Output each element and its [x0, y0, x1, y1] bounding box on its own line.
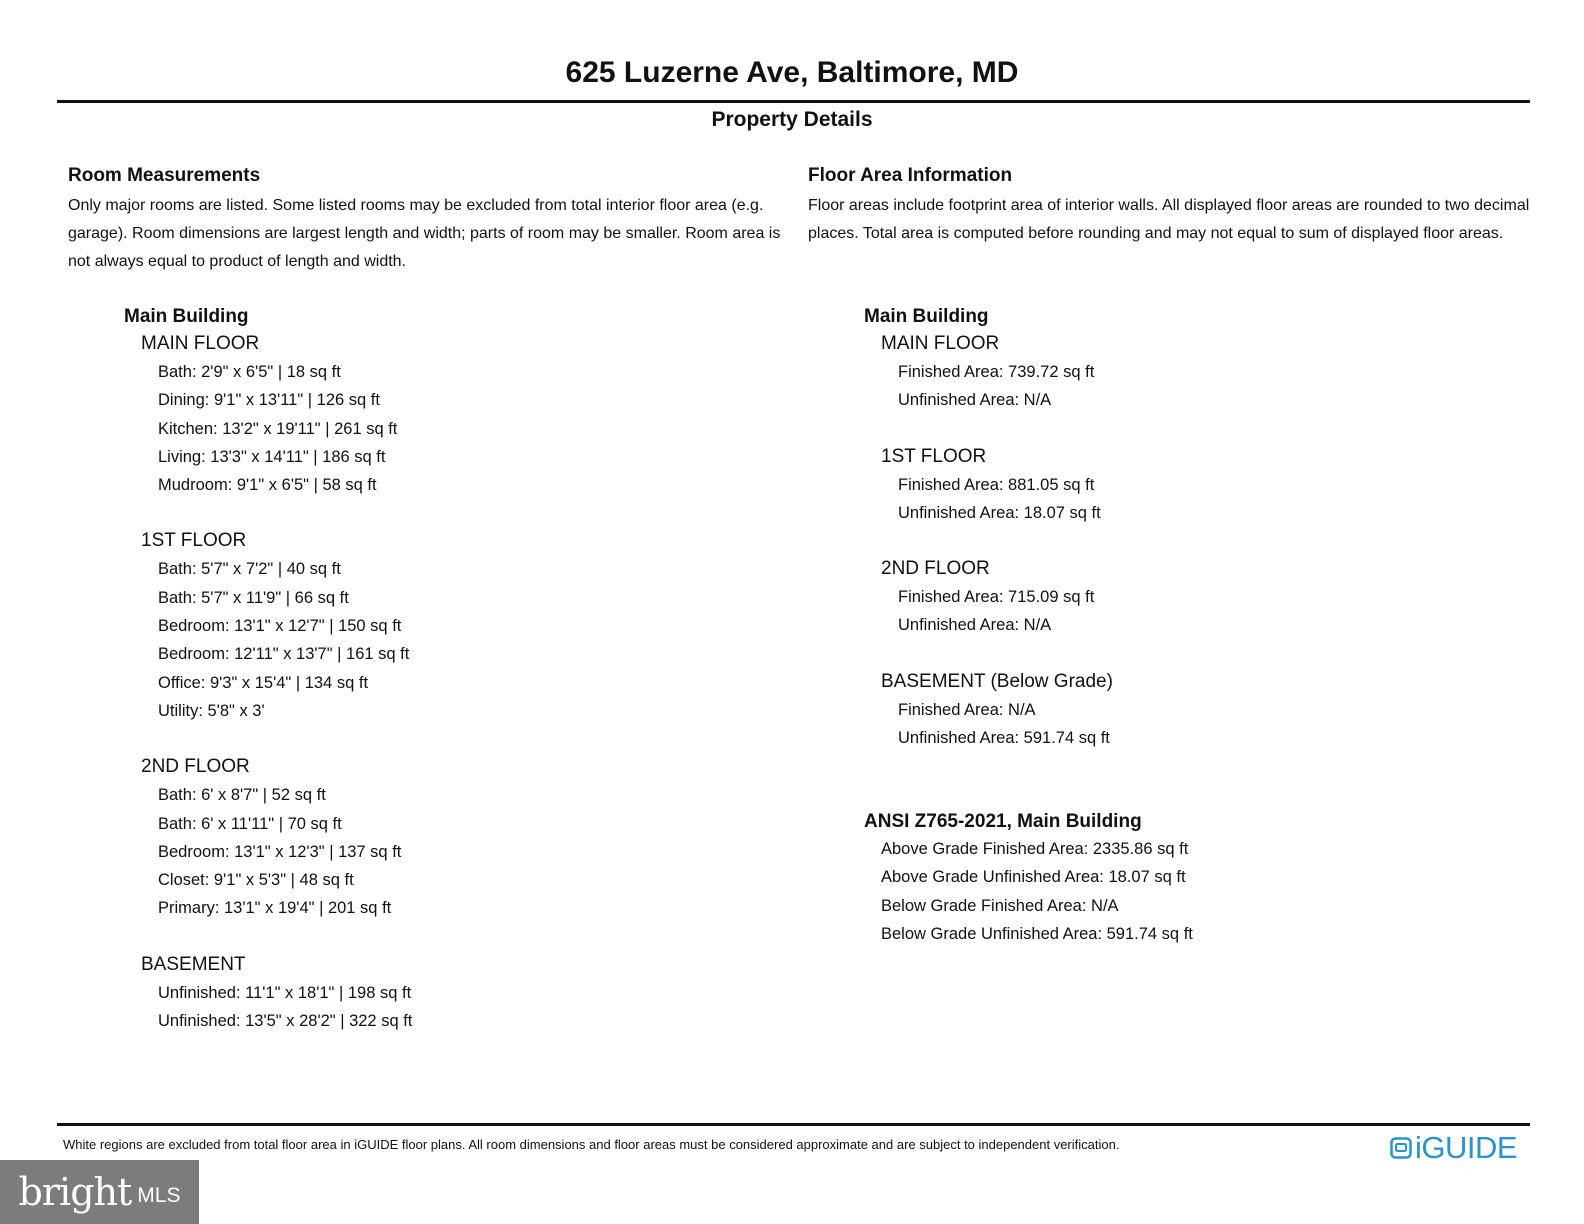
room-row: Utility: 5'8" x 3' [158, 701, 265, 720]
iguide-logo [1390, 1131, 1517, 1165]
title-rule [57, 100, 1530, 103]
spacer [124, 725, 412, 753]
spacer [864, 415, 1113, 443]
area-floor-main [864, 330, 1113, 415]
room-row: Bath: 5'7" x 7'2" | 40 sq ft [158, 560, 341, 579]
area-row: Unfinished Area: 591.74 sq ft [898, 729, 1110, 748]
floor-area-building: Main Building [864, 306, 989, 327]
page-title: 625 Luzerne Ave, Baltimore, MD [565, 56, 1019, 89]
floor-name: 2ND FLOOR [881, 558, 990, 580]
ansi-row: Below Grade Unfinished Area: 591.74 sq ft [881, 924, 1193, 943]
room-row: Office: 9'3" x 15'4" | 134 sq ft [158, 673, 369, 692]
ansi-heading: ANSI Z765-2021, Main Building [864, 811, 1142, 832]
room-row: Living: 13'3" x 14'11" | 186 sq ft [158, 447, 386, 466]
area-floor-list [864, 330, 1113, 752]
page-subtitle: Property Details [711, 108, 873, 131]
floor-area-heading: Floor Area Information [808, 165, 1013, 186]
room-row: Bath: 5'7" x 11'9" | 66 sq ft [158, 588, 349, 607]
spacer [124, 499, 412, 527]
room-measurements-heading: Room Measurements [68, 165, 261, 186]
bright-mls-watermark [0, 1160, 199, 1224]
room-row: Bedroom: 12'11" x 13'7" | 161 sq ft [158, 645, 410, 664]
floor-name: 1ST FLOOR [141, 530, 247, 552]
area-row: Unfinished Area: 18.07 sq ft [898, 503, 1101, 522]
room-floor-1st [124, 527, 412, 725]
ansi-row: Below Grade Finished Area: N/A [881, 896, 1119, 915]
floor-name: MAIN FLOOR [881, 333, 1000, 354]
ansi-list [864, 835, 1193, 948]
room-measurements-description: Only major rooms are listed. Some listed rooms may be excluded from total interior floor area (e.g. garage). Room dimensions are largest length and width; parts of room may be smaller. Room area is not always equal to product of length and width. [68, 197, 781, 270]
area-floor-1st [864, 443, 1113, 528]
floor-name: 1ST FLOOR [881, 445, 987, 467]
room-row: Bedroom: 13'1" x 12'3" | 137 sq ft [158, 842, 402, 861]
room-row: Unfinished: 13'5" x 28'2" | 322 sq ft [158, 1012, 413, 1031]
area-row: Finished Area: 881.05 sq ft [898, 475, 1095, 494]
area-row: Finished Area: N/A [898, 700, 1036, 719]
room-row: Bath: 6' x 11'11" | 70 sq ft [158, 814, 342, 833]
spacer [864, 640, 1113, 668]
floor-name: BASEMENT [141, 953, 246, 975]
room-row: Kitchen: 13'2" x 19'11" | 261 sq ft [158, 419, 398, 438]
spacer [864, 527, 1113, 555]
room-row: Unfinished: 11'1" x 18'1" | 198 sq ft [158, 983, 412, 1002]
area-row: Unfinished Area: N/A [898, 391, 1052, 410]
footer-rule [57, 1123, 1530, 1126]
iguide-box-icon [1390, 1137, 1412, 1159]
watermark-sub: MLS [137, 1184, 181, 1207]
ansi-row: Above Grade Unfinished Area: 18.07 sq ft [881, 868, 1186, 887]
spacer [124, 923, 412, 951]
iguide-logo-text: iGUIDE [1415, 1130, 1518, 1165]
area-row: Finished Area: 739.72 sq ft [898, 363, 1095, 381]
area-floor-basement [864, 668, 1113, 753]
area-floor-2nd [864, 555, 1113, 640]
watermark-main: bright [18, 1170, 132, 1214]
room-floor-basement [124, 951, 412, 1036]
room-row: Bedroom: 13'1" x 12'7" | 150 sq ft [158, 617, 402, 636]
area-row: Unfinished Area: N/A [898, 616, 1052, 635]
room-floor-2nd [124, 753, 412, 922]
floor-name: MAIN FLOOR [141, 333, 260, 354]
room-row: Bath: 6' x 8'7" | 52 sq ft [158, 786, 326, 805]
floor-area-description: Floor areas include footprint area of interior walls. All displayed floor areas are rounded to two decimal places. Total area is computed before rounding and may not equal to sum of displayed floor areas. [808, 197, 1530, 242]
room-measurements-building: Main Building [124, 306, 249, 327]
room-floor-list [124, 330, 412, 1035]
ansi-row: Above Grade Finished Area: 2335.86 sq ft [881, 840, 1189, 858]
room-row: Dining: 9'1" x 13'11" | 126 sq ft [158, 391, 380, 410]
floor-name: BASEMENT (Below Grade) [881, 670, 1113, 692]
room-row: Mudroom: 9'1" x 6'5" | 58 sq ft [158, 476, 377, 495]
footer-note: White regions are excluded from total floor area in iGUIDE floor plans. All room dimensions and floor areas must be considered approximate and are subject to independent verification. [63, 1137, 1120, 1152]
room-row: Closet: 9'1" x 5'3" | 48 sq ft [158, 871, 354, 890]
room-row: Bath: 2'9" x 6'5" | 18 sq ft [158, 363, 341, 381]
area-row: Finished Area: 715.09 sq ft [898, 588, 1095, 607]
room-floor-main [124, 330, 412, 499]
floor-name: 2ND FLOOR [141, 756, 250, 778]
room-row: Primary: 13'1" x 19'4" | 201 sq ft [158, 899, 392, 918]
